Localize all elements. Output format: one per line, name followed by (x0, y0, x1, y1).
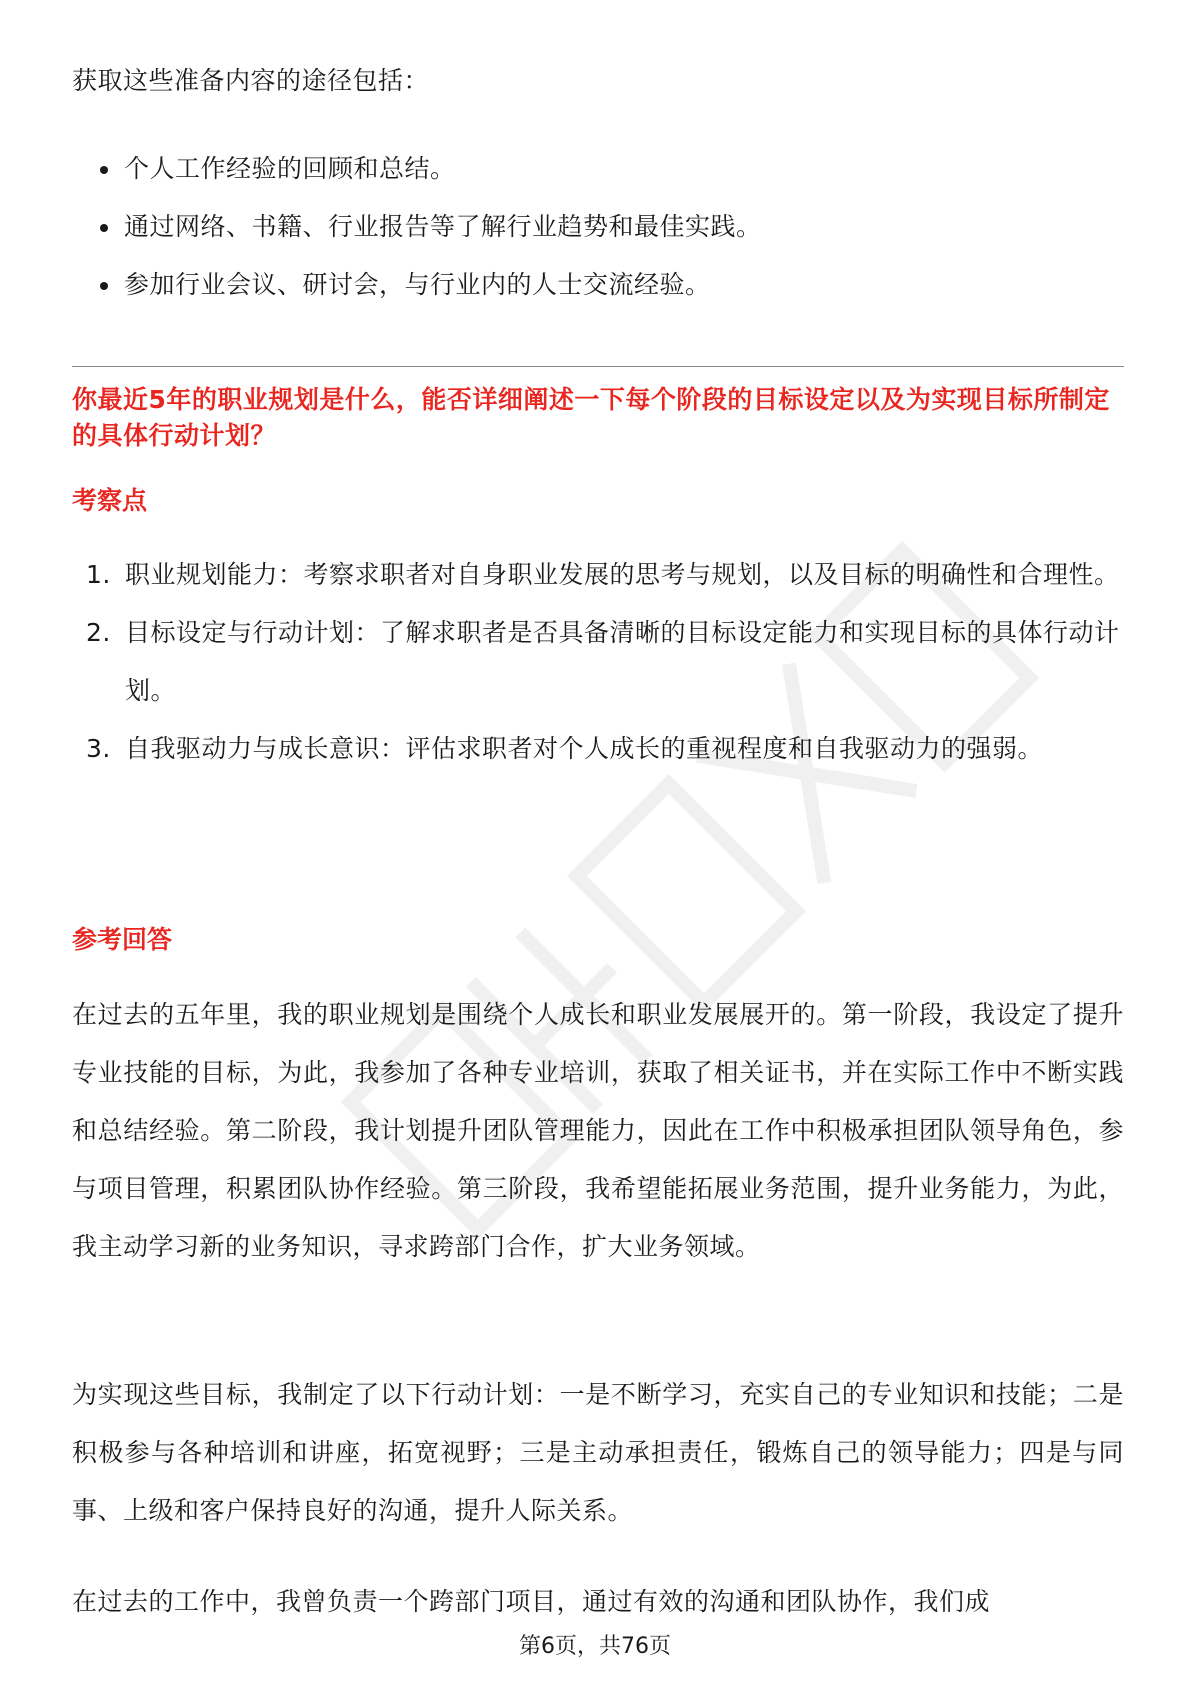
section-divider (72, 366, 1124, 367)
list-item-text: 目标设定与行动计划：了解求职者是否具备清晰的目标设定能力和实现目标的具体行动计划。 (125, 618, 1120, 705)
list-item-text: 职业规划能力：考察求职者对自身职业发展的思考与规划，以及目标的明确性和合理性。 (125, 560, 1120, 589)
list-item-text: 通过网络、书籍、行业报告等了解行业趋势和最佳实践。 (124, 212, 762, 241)
list-item-text: 个人工作经验的回顾和总结。 (124, 154, 456, 183)
interview-question: 你最近5年的职业规划是什么，能否详细阐述一下每个阶段的目标设定以及为实现目标所制定的具体行动计划？ (72, 385, 1110, 450)
bullet-icon (100, 166, 108, 174)
intro-paragraph: 获取这些准备内容的途径包括： (72, 66, 430, 95)
page-footer: 第6页，共76页 (519, 1634, 671, 1659)
list-number: 1. (86, 560, 111, 589)
list-number: 3. (86, 734, 111, 763)
list-number: 2. (86, 618, 111, 647)
bullet-icon (100, 282, 108, 290)
answer-paragraph: 在过去的五年里，我的职业规划是围绕个人成长和职业发展展开的。第一阶段，我设定了提升专业技能的目标，为此，我参加了各种专业培训，获取了相关证书，并在实际工作中不断实践和总结经验。第二阶段，我计划提升团队管理能力，因此在工作中积极承担团队领导角色，参与项目管理，积累团队协作经验。第三阶段，我希望能拓展业务范围，提升业务能力，为此，我主动学习新的业务知识，寻求跨部门合作，扩大业务领域。 (72, 1000, 1124, 1261)
sources-list (72, 140, 762, 314)
assessment-points-list (72, 546, 1124, 778)
document-page (72, 0, 1124, 1684)
section-title-reference-answer: 参考回答 (72, 925, 173, 954)
answer-paragraph: 为实现这些目标，我制定了以下行动计划：一是不断学习，充实自己的专业知识和技能；二是积极参与各种培训和讲座，拓宽视野；三是主动承担责任，锻炼自己的领导能力；四是与同事、上级和客户保持良好的沟通，提升人际关系。 (72, 1380, 1124, 1525)
list-item (72, 604, 1124, 720)
list-item (72, 546, 1124, 604)
section-title-assessment-points: 考察点 (72, 486, 148, 515)
list-item (72, 720, 1124, 778)
answer-paragraph: 在过去的工作中，我曾负责一个跨部门项目，通过有效的沟通和团队协作，我们成 (72, 1587, 991, 1616)
list-item-text: 自我驱动力与成长意识：评估求职者对个人成长的重视程度和自我驱动力的强弱。 (125, 734, 1044, 763)
list-item (72, 198, 762, 256)
list-item-text: 参加行业会议、研讨会，与行业内的人士交流经验。 (124, 270, 711, 299)
bullet-icon (100, 224, 108, 232)
list-item (72, 256, 762, 314)
list-item (72, 140, 762, 198)
